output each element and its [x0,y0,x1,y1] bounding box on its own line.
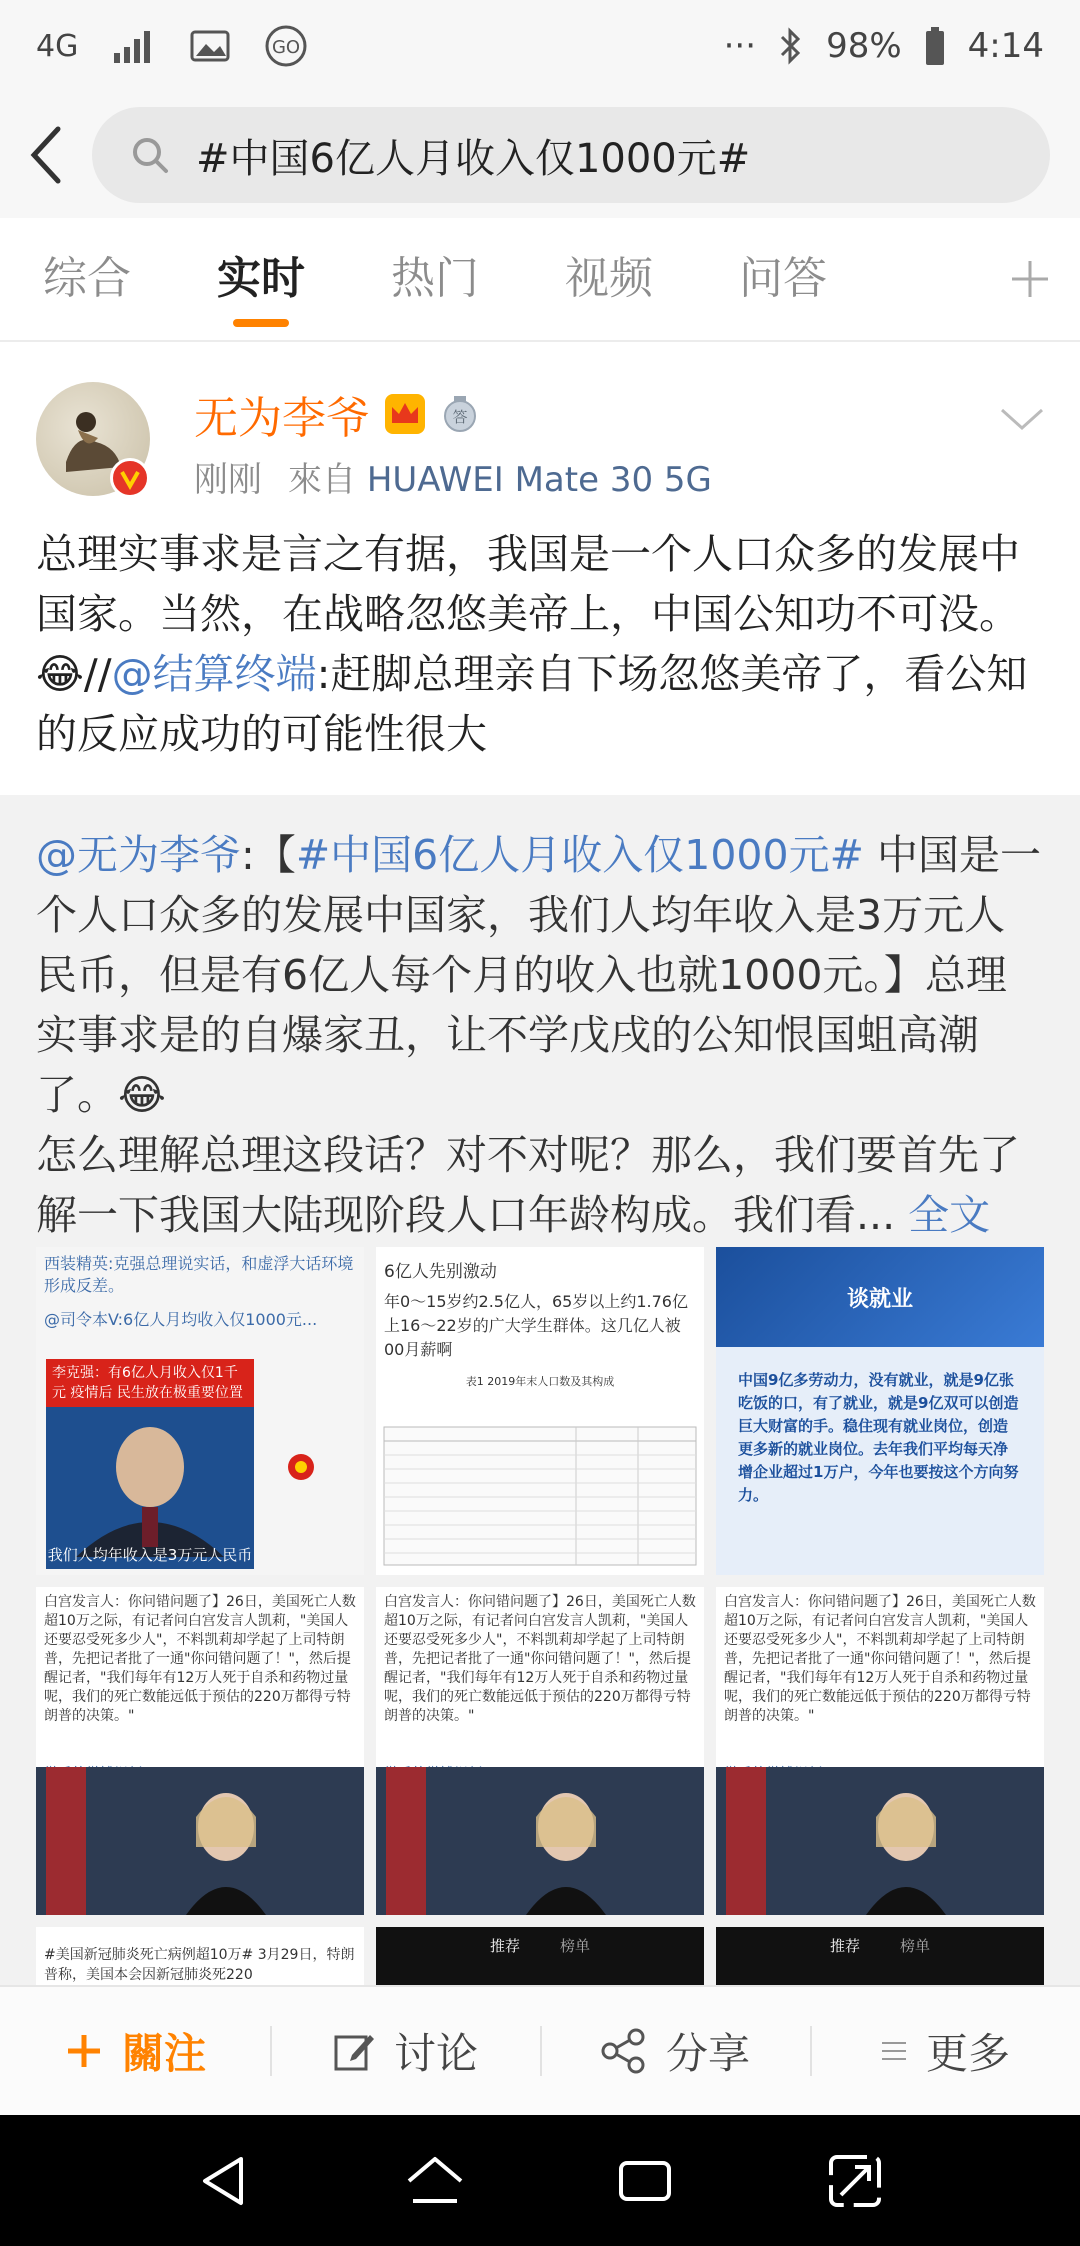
thumb-1-text-2: @司令本V:6亿人月均收入仅1000元... [44,1310,318,1329]
discuss-label: 讨论 [393,2029,478,2078]
discuss-button[interactable] [270,1986,540,2116]
laughing-emoji-icon: 😂 [36,650,84,698]
thumb-4-video [36,1767,364,1915]
thumb-1-banner: 李克强：有6亿人月收入仅1千元 疫情后 民生放在极重要位置 [46,1359,254,1407]
image-thumb-6[interactable] [716,1587,1044,1915]
more-label: 更多 [925,2029,1010,2078]
go-icon [264,24,308,68]
repost-separator: :【 [241,831,296,879]
full-text-link[interactable]: 全文 [908,1191,991,1239]
tab-qa[interactable]: 问答 [739,253,827,304]
search-header [0,92,1080,218]
thumb-2-text-1: 6亿人先别激动 [384,1262,497,1282]
system-nav-bar [0,2115,1080,2246]
image-thumb-5[interactable] [376,1587,704,1915]
crown-badge-icon [382,391,428,437]
thumb-7-text: #美国新冠肺炎死亡病例超10万# 3月29日，特朗普称，美国本会因新冠肺炎死220 [44,1947,355,1983]
thumb-5-text: 白宫发言人：你问错问题了】26日，美国死亡人数超10万之际，有记者问白宫发言人凯莉，"美国人还要忍受死多少人"，不料凯莉却学起了上司特朗普，先把记者批了一通"你问错问题了！"，然后提醒记者，"我们每年有12万人死于自杀和药物过量呢，我们的死亡数能远低于预估的220万都得亏特朗普的决策。" [384,1594,696,1724]
follow-label: 關注 [121,2029,206,2078]
repost-body [0,795,1080,1245]
clock: 4:14 [967,26,1044,66]
expand-icon [825,2151,885,2211]
thumb-1-video [46,1359,254,1569]
thumb-3-body: 中国9亿多劳动力，没有就业，就是9亿张吃饭的口，有了就业，就是9亿双可以创造巨大财富的手。稳住现有就业岗位，创造更多新的就业岗位。去年我们平均每天净增企业超过1万户，今年也要按这个方向努力。 [738,1371,1019,1504]
tab-realtime[interactable]: 实时 [174,217,348,341]
share-label: 分享 [665,2029,750,2078]
image-thumb-4[interactable] [36,1587,364,1915]
post-header [0,342,1080,512]
nav-back-button[interactable] [180,2136,270,2226]
thumb-3-title: 谈就业 [846,1286,913,1312]
action-bar [0,1985,1080,2115]
share-icon [600,2027,648,2075]
thumb-1-caption: 我们人均年收入是3万元人民币 [47,1546,253,1564]
repost-text-part-1: 中国是一个人口众多的发展中国家，我们人均年收入是3万元人民币，但是有6亿人每个月的收入也就1000元。】总理实事求是的自爆家丑，让不学戊戌的公知恨国蛆高潮了。 [36,831,1042,1119]
image-thumb-7[interactable] [36,1927,364,1985]
add-tab-button[interactable] [980,217,1080,341]
thumb-2-text-2: 年0～15岁约2.5亿人，65岁以上约1.76亿 [384,1292,688,1311]
post-menu-button[interactable] [994,390,1050,446]
search-input[interactable] [92,107,1050,203]
battery-percent: 98% [826,26,902,66]
speaker-portrait [46,1407,254,1557]
image-thumb-9[interactable] [716,1927,1044,1985]
national-emblem-icon [286,1452,316,1482]
thumb-8-tab-recommend: 推荐 [489,1937,520,1955]
image-thumb-3[interactable] [716,1247,1044,1575]
tab-video[interactable]: 视频 [565,253,653,304]
tab-hot[interactable]: 热门 [391,253,479,304]
weibo-post [0,342,1080,764]
population-table-image [376,1423,704,1573]
thumb-2-text-4: 00月薪啊 [384,1340,453,1359]
post-meta [194,452,712,501]
follow-button[interactable] [0,1986,270,2116]
source-prefix: 來自 [288,460,356,500]
nav-recents-button[interactable] [600,2136,690,2226]
thumb-2-text-3: 上16～22岁的广大学生群体。这几亿人被 [384,1316,681,1335]
thumb-2-table-title: 表1 2019年末人口数及其构成 [465,1375,615,1388]
thumb-9-tab-recommend: 推荐 [829,1937,860,1955]
more-button[interactable] [810,1986,1080,2116]
share-button[interactable] [540,1986,810,2116]
tab-comprehensive[interactable]: 综合 [43,253,131,304]
chevron-down-icon [994,390,1050,446]
bluetooth-icon [778,26,804,66]
post-time: 刚刚 [194,460,262,500]
more-notifications-icon: ··· [723,26,757,66]
thumb-1-text-1: 西装精英:克强总理说实话，和虚浮大话环境形成反差。 [44,1254,354,1295]
thumb-3-header [716,1247,1044,1347]
network-type-icon: 4G [36,28,79,64]
thumb-4-text: 白宫发言人：你问错问题了】26日，美国死亡人数超10万之际，有记者问白宫发言人凯莉，"美国人还要忍受死多少人"，不料凯莉却学起了上司特朗普，先把记者批了一通"你问错问题了！"，然后提醒记者，"我们每年有12万人死于自杀和药物过量呢，我们的死亡数能远低于预估的220万都得亏特朗普的决策。" [44,1594,356,1724]
mention-link[interactable]: @结算终端 [111,650,317,698]
repost-card[interactable] [0,795,1080,1985]
device-source[interactable]: HUAWEI Mate 30 5G [366,460,712,500]
thumb-9-tab-ranking: 榜单 [900,1937,931,1955]
search-query: #中国6亿人月收入仅1000元# [196,135,751,182]
search-icon [130,135,170,175]
svg-text:答: 答 [452,408,468,426]
medal-badge-icon [440,394,480,434]
image-icon [190,29,230,63]
laughing-emoji-icon: 😂 [118,1071,166,1119]
nav-recents-icon [615,2151,675,2211]
nav-home-icon [403,2151,467,2211]
signal-icon [112,29,156,63]
plus-icon [64,2031,104,2071]
image-thumb-8[interactable] [376,1927,704,1985]
battery-icon [924,26,946,66]
post-text-part-3: :赶脚总理亲自下场忽悠美帝了，看公知的反应成功的可能性很大 [36,650,1028,758]
tab-bar [0,218,1080,342]
menu-lines-icon [880,2037,908,2065]
edit-icon [332,2029,376,2073]
username-row [194,382,480,446]
thumb-8-tab-ranking: 榜单 [560,1937,591,1955]
status-bar [0,0,1080,92]
nav-expand-button[interactable] [810,2136,900,2226]
username[interactable]: 无为李爷 [194,393,370,444]
repost-text-part-2: 怎么理解总理这段话？对不对呢？那么，我们要首先了解一下我国大陆现阶段人口年龄构成。我们看... [36,1131,1020,1239]
verified-badge-icon [110,458,150,498]
thumb-6-video [716,1767,1044,1915]
nav-back-icon [195,2151,255,2211]
repost-author-link[interactable]: @无为李爷 [36,831,241,879]
nav-home-button[interactable] [390,2136,480,2226]
back-arrow-icon [26,125,66,185]
hashtag-link[interactable]: #中国6亿人月收入仅1000元# [295,831,864,879]
back-button[interactable] [0,92,92,218]
image-thumb-2[interactable] [376,1247,704,1575]
plus-icon [1008,257,1052,301]
post-body [0,524,1080,764]
post-text-part-1: 总理实事求是言之有据，我国是一个人口众多的发展中国家。当然，在战略忽悠美帝上，中国公知功不可没。 [36,530,1020,638]
image-thumb-1[interactable] [36,1247,364,1575]
thumb-5-video [376,1767,704,1915]
thumb-6-text: 白宫发言人：你问错问题了】26日，美国死亡人数超10万之际，有记者问白宫发言人凯莉，"美国人还要忍受死多少人"，不料凯莉却学起了上司特朗普，先把记者批了一通"你问错问题了！"，然后提醒记者，"我们每年有12万人死于自杀和药物过量呢，我们的死亡数能远低于预估的220万都得亏特朗普的决策。" [724,1594,1036,1724]
svg-text:GO: GO [272,37,301,58]
post-text-part-2: // [83,650,112,698]
